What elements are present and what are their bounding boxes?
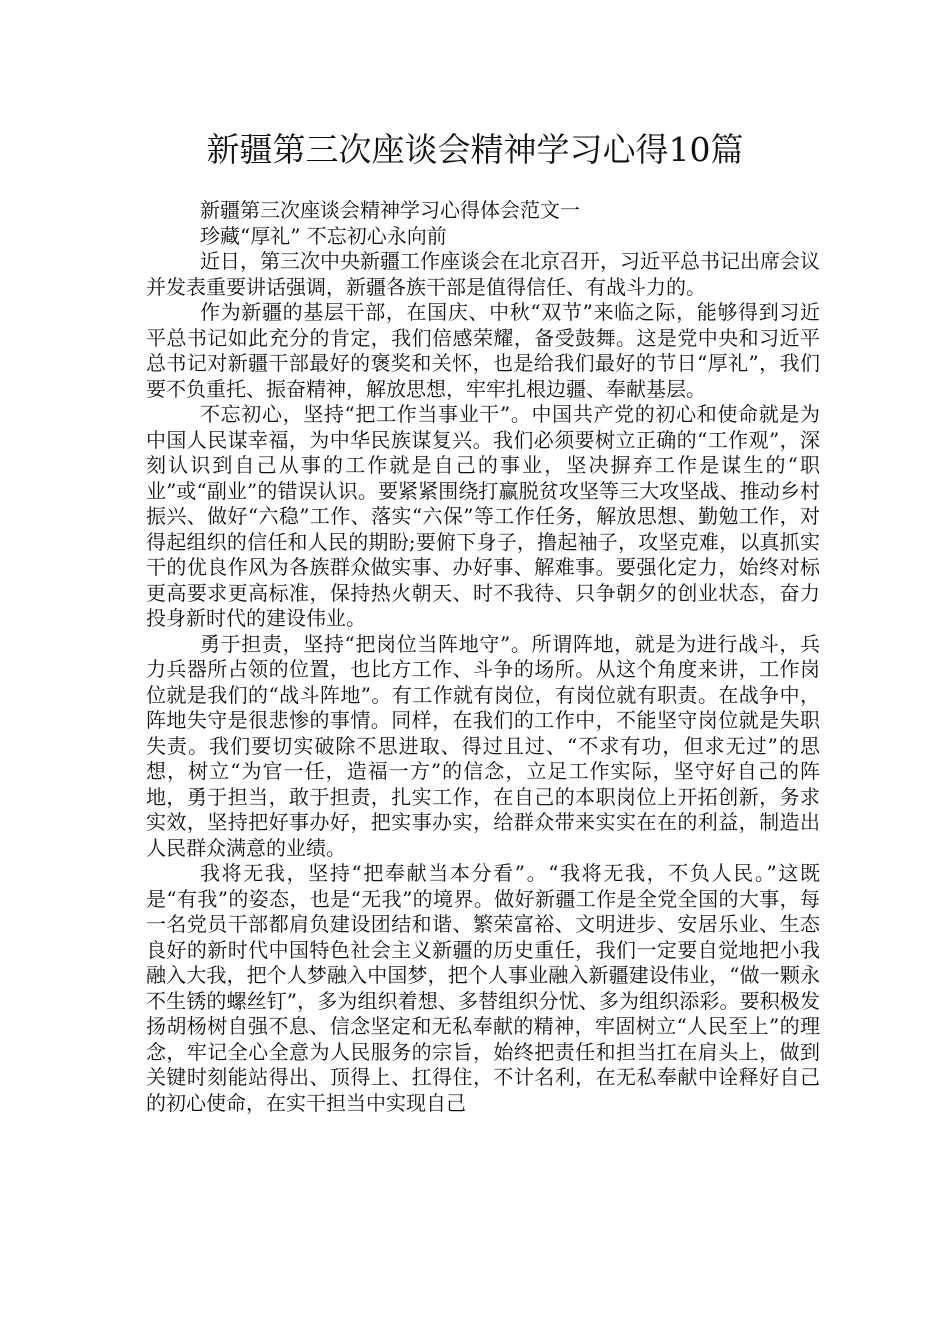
heading-line: 珍藏“厚礼” 不忘初心永向前 [200,223,447,248]
subtitle-line: 新疆第三次座谈会精神学习心得体会范文一 [200,198,580,222]
paragraph: 作为新疆的基层干部，在国庆、中秋“双节”来临之际，能够得到习近平总书记如此充分的肯定，我们倍感荣耀，备受鼓舞。这是党中央和习近平总书记对新疆干部最好的褒奖和关怀，也是给我们最好的节日“厚礼”，我们要不负重托、振奋精神，解放思想，牢牢扎根边疆、奉献基层。 [146,300,820,401]
paragraph: 近日，第三次中央新疆工作座谈会在北京召开，习近平总书记出席会议并发表重要讲话强调，新疆各族干部是值得信任、有战斗力的。 [146,249,820,299]
paragraph: 勇于担责，坚持“把岗位当阵地守”。所谓阵地，就是为进行战斗，兵力兵器所占领的位置，也比方工作、斗争的场所。从这个角度来讲，工作岗位就是我们的“战斗阵地”。有工作就有岗位，有岗位就有职责。在战争中，阵地失守是很悲惨的事情。同样，在我们的工作中，不能坚守岗位就是失职失责。我们要切实破除不思进取、得过且过、“不求有功，但求无过”的思想，树立“为官一任，造福一方”的信念，立足工作实际，坚守好自己的阵地，勇于担当，敢于担责，扎实工作，在自己的本职岗位上开拓创新，务求实效，坚持把好事办好，把实事办实，给群众带来实实在在的利益，制造出人民群众满意的业绩。 [146,631,820,860]
paragraph: 不忘初心，坚持“把工作当事业干”。中国共产党的初心和使命就是为中国人民谋幸福，为中华民族谋复兴。我们必须要树立正确的“工作观”，深刻认识到自己从事的工作就是自己的事业，坚决摒弃工作是谋生的“职业”或“副业”的错误认识。要紧紧围绕打赢脱贫攻坚等三大攻坚战、推动乡村振兴、做好“六稳”工作、落实“六保”等工作任务，解放思想、勤勉工作，对得起组织的信任和人民的期盼;要俯下身子，撸起袖子，攻坚克难，以真抓实干的优良作风为各族群众做实事、办好事、解难事。要强化定力，始终对标更高要求更高标准，保持热火朝天、时不我待、只争朝夕的创业状态，奋力投身新时代的建设伟业。 [146,402,820,630]
document-title: 新疆第三次座谈会精神学习心得10篇 [206,130,744,169]
document-body [146,198,820,1116]
paragraph: 我将无我，坚持“把奉献当本分看”。“我将无我，不负人民。”这既是“有我”的姿态，也是“无我”的境界。做好新疆工作是全党全国的大事，每一名党员干部都肩负建设团结和谐、繁荣富裕、文明进步、安居乐业、生态良好的新时代中国特色社会主义新疆的历史重任，我们一定要自觉地把小我融入大我，把个人梦融入中国梦，把个人事业融入新疆建设伟业，“做一颗永不生锈的螺丝钉”，多为组织着想、多替组织分忧、多为组织添彩。要积极发扬胡杨树自强不息、信念坚定和无私奉献的精神，牢固树立“人民至上”的理念，牢记全心全意为人民服务的宗旨，始终把责任和担当扛在肩头上，做到关键时刻能站得出、顶得上、扛得住，不计名利，在无私奉献中诠释好自己的初心使命，在实干担当中实现自己 [146,861,820,1115]
